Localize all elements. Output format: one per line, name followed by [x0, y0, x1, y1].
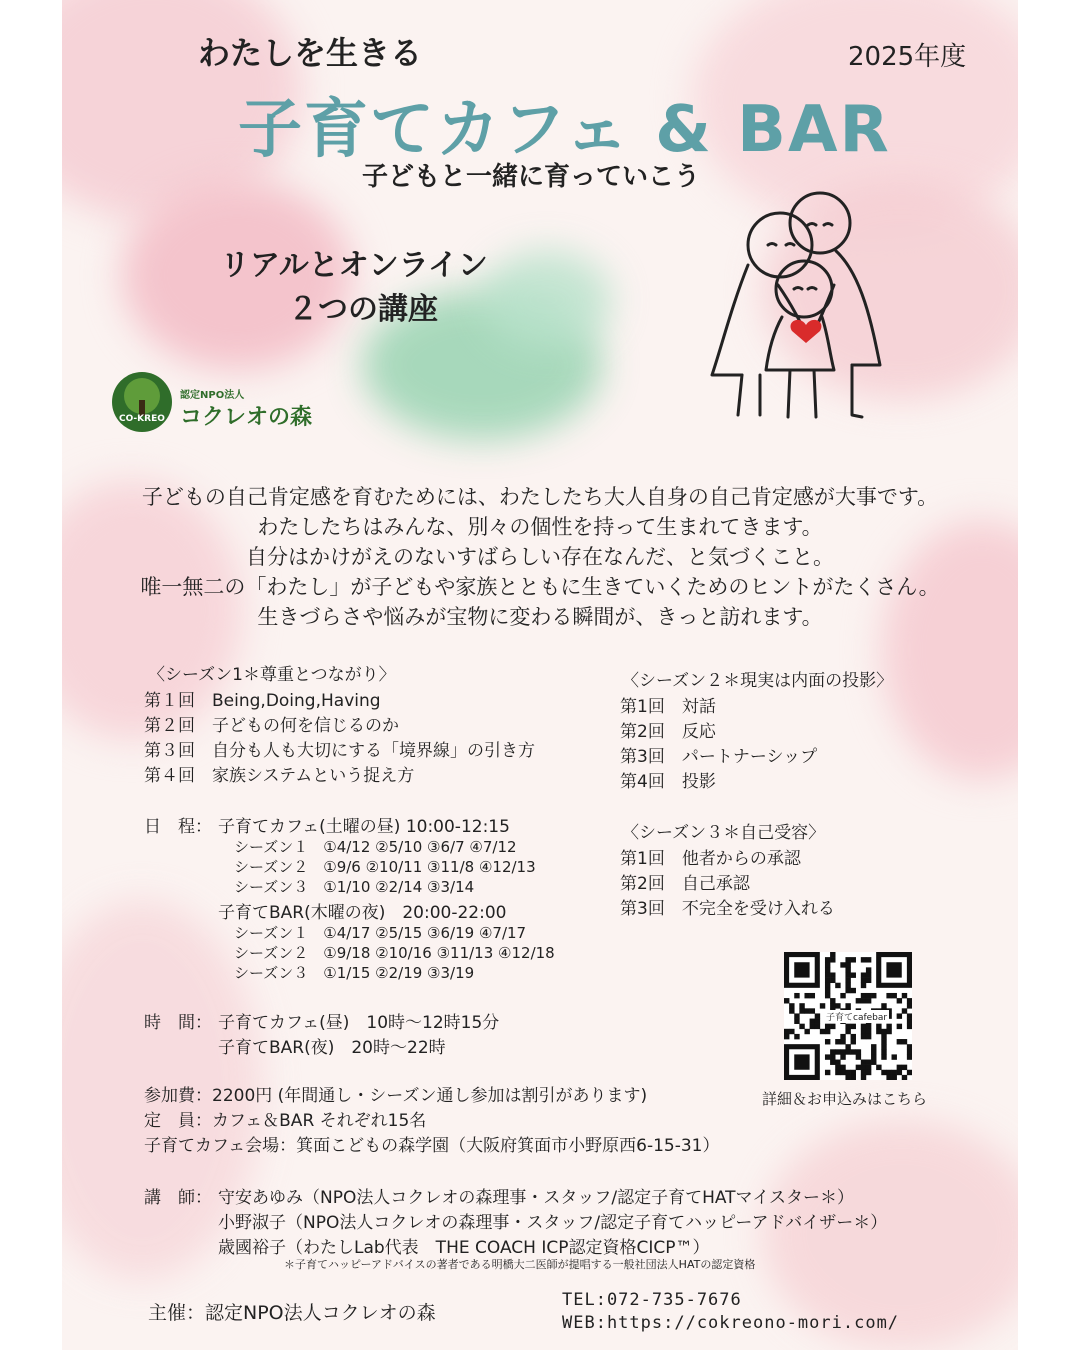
green-wash — [482, 250, 612, 350]
intro-line: 子どもの自己肯定感を育むためには、わたしたち大人自身の自己肯定感が大事です。 — [141, 485, 939, 509]
schedule-cafe-row: シーズン３ ①1/10 ②2/14 ③3/14 — [234, 878, 475, 896]
instructors-label: 講 師： — [144, 1188, 212, 1208]
schedule-bar-row: シーズン３ ①1/15 ②2/19 ③3/19 — [234, 964, 475, 982]
intro-line: 自分はかけがえのないすばらしい存在なんだ、と気づくこと。 — [246, 545, 834, 569]
schedule-cafe-row: シーズン１ ①4/12 ②5/10 ③6/7 ④7/12 — [234, 838, 517, 856]
season1-item: 第４回 家族システムという捉え方 — [144, 766, 415, 786]
web-link[interactable]: WEB:https://cokreono-mori.com/ — [562, 1313, 900, 1333]
schedule-bar-row: シーズン１ ①4/17 ②5/15 ③6/19 ④7/17 — [234, 924, 527, 942]
family-hug-illustration — [702, 185, 902, 425]
season1-item: 第２回 子どもの何を信じるのか — [144, 716, 399, 736]
intro-text — [62, 482, 1018, 632]
season3-item: 第2回 自己承認 — [620, 874, 750, 894]
season1-item: 第１回 Being,Doing,Having — [144, 691, 381, 711]
format-line-1: リアルとオンライン — [220, 248, 488, 283]
qr-caption: 詳細＆お申込みはこちら — [762, 1090, 928, 1108]
season2-heading: 〈シーズン２＊現実は内面の投影〉 — [622, 671, 894, 691]
logo-small-text: 認定NPO法人 — [180, 390, 245, 401]
qr-code[interactable] — [784, 952, 912, 1080]
year-label: 2025年度 — [848, 42, 967, 72]
intro-line: 生きづらさや悩みが宝物に変わる瞬間が、きっと訪れます。 — [257, 605, 823, 629]
subtitle: 子どもと一緒に育っていこう — [362, 162, 701, 192]
logo-name: コクレオの森 — [180, 405, 313, 430]
host-text: 主催：認定NPO法人コクレオの森 — [148, 1302, 436, 1324]
org-logo — [110, 370, 340, 440]
main-title: 子育てカフェ & BAR — [238, 93, 891, 167]
fee-text: 参加費：2200円 (年間通し・シーズン通し参加は割引があります) — [144, 1086, 648, 1106]
schedule-cafe-heading: 子育てカフェ(土曜の昼) 10:00-12:15 — [218, 817, 510, 837]
intro-line: わたしたちはみんな、別々の個性を持って生まれてきます。 — [257, 515, 823, 539]
schedule-bar-row: シーズン２ ①9/18 ②10/16 ③11/13 ④12/18 — [234, 944, 555, 962]
schedule-bar-heading: 子育てBAR(木曜の夜) 20:00-22:00 — [218, 903, 507, 923]
season1-heading: 〈シーズン1＊尊重とつながり〉 — [148, 665, 396, 685]
time-bar: 子育てBAR(夜) 20時〜22時 — [218, 1038, 446, 1058]
season3-item: 第1回 他者からの承認 — [620, 849, 801, 869]
schedule-cafe-row: シーズン２ ①9/6 ②10/11 ③11/8 ④12/13 — [234, 858, 536, 876]
season1-item: 第３回 自分も人も大切にする「境界線」の引き方 — [144, 741, 535, 761]
format-line-2: ２つの講座 — [288, 292, 438, 327]
time-cafe: 子育てカフェ(昼) 10時〜12時15分 — [218, 1013, 500, 1033]
tree-logo-icon — [110, 370, 174, 434]
capacity-text: 定 員：カフェ＆BAR それぞれ15名 — [144, 1111, 427, 1131]
season2-item: 第3回 パートナーシップ — [620, 747, 818, 767]
season2-item: 第1回 対話 — [620, 697, 716, 717]
tel-text[interactable]: TEL:072-735-7676 — [562, 1290, 742, 1310]
season2-item: 第2回 反応 — [620, 722, 716, 742]
season3-heading: 〈シーズン３＊自己受容〉 — [622, 823, 826, 843]
logo-badge-text: CO-KREO — [119, 414, 165, 424]
instructors-note: ＊子育てハッピーアドバイスの著者である明橋大二医師が提唱する一般社団法人HATの認定資格 — [284, 1258, 756, 1271]
instructor-name: 小野淑子（NPO法人コクレオの森理事・スタッフ/認定子育てハッピーアドバイザー＊） — [218, 1213, 888, 1233]
tagline: わたしを生きる — [198, 34, 423, 72]
season2-item: 第4回 投影 — [620, 772, 716, 792]
time-label: 時 間： — [144, 1013, 212, 1033]
instructor-name: 守安あゆみ（NPO法人コクレオの森理事・スタッフ/認定子育てHATマイスター＊） — [218, 1188, 855, 1208]
qr-center-label: 子育てcafebar — [824, 1010, 889, 1023]
heart-icon — [791, 320, 822, 343]
intro-line: 唯一無二の「わたし」が子どもや家族とともに生きていくためのヒントがたくさん。 — [140, 575, 940, 599]
instructor-name: 歳國裕子（わたしLab代表 THE COACH ICP認定資格CICP™） — [218, 1238, 710, 1258]
schedule-label: 日 程： — [144, 817, 212, 837]
flyer — [62, 0, 1018, 1350]
venue-text: 子育てカフェ会場：箕面こどもの森学園（大阪府箕面市小野原西6-15-31） — [144, 1136, 720, 1156]
season3-item: 第3回 不完全を受け入れる — [620, 899, 835, 919]
